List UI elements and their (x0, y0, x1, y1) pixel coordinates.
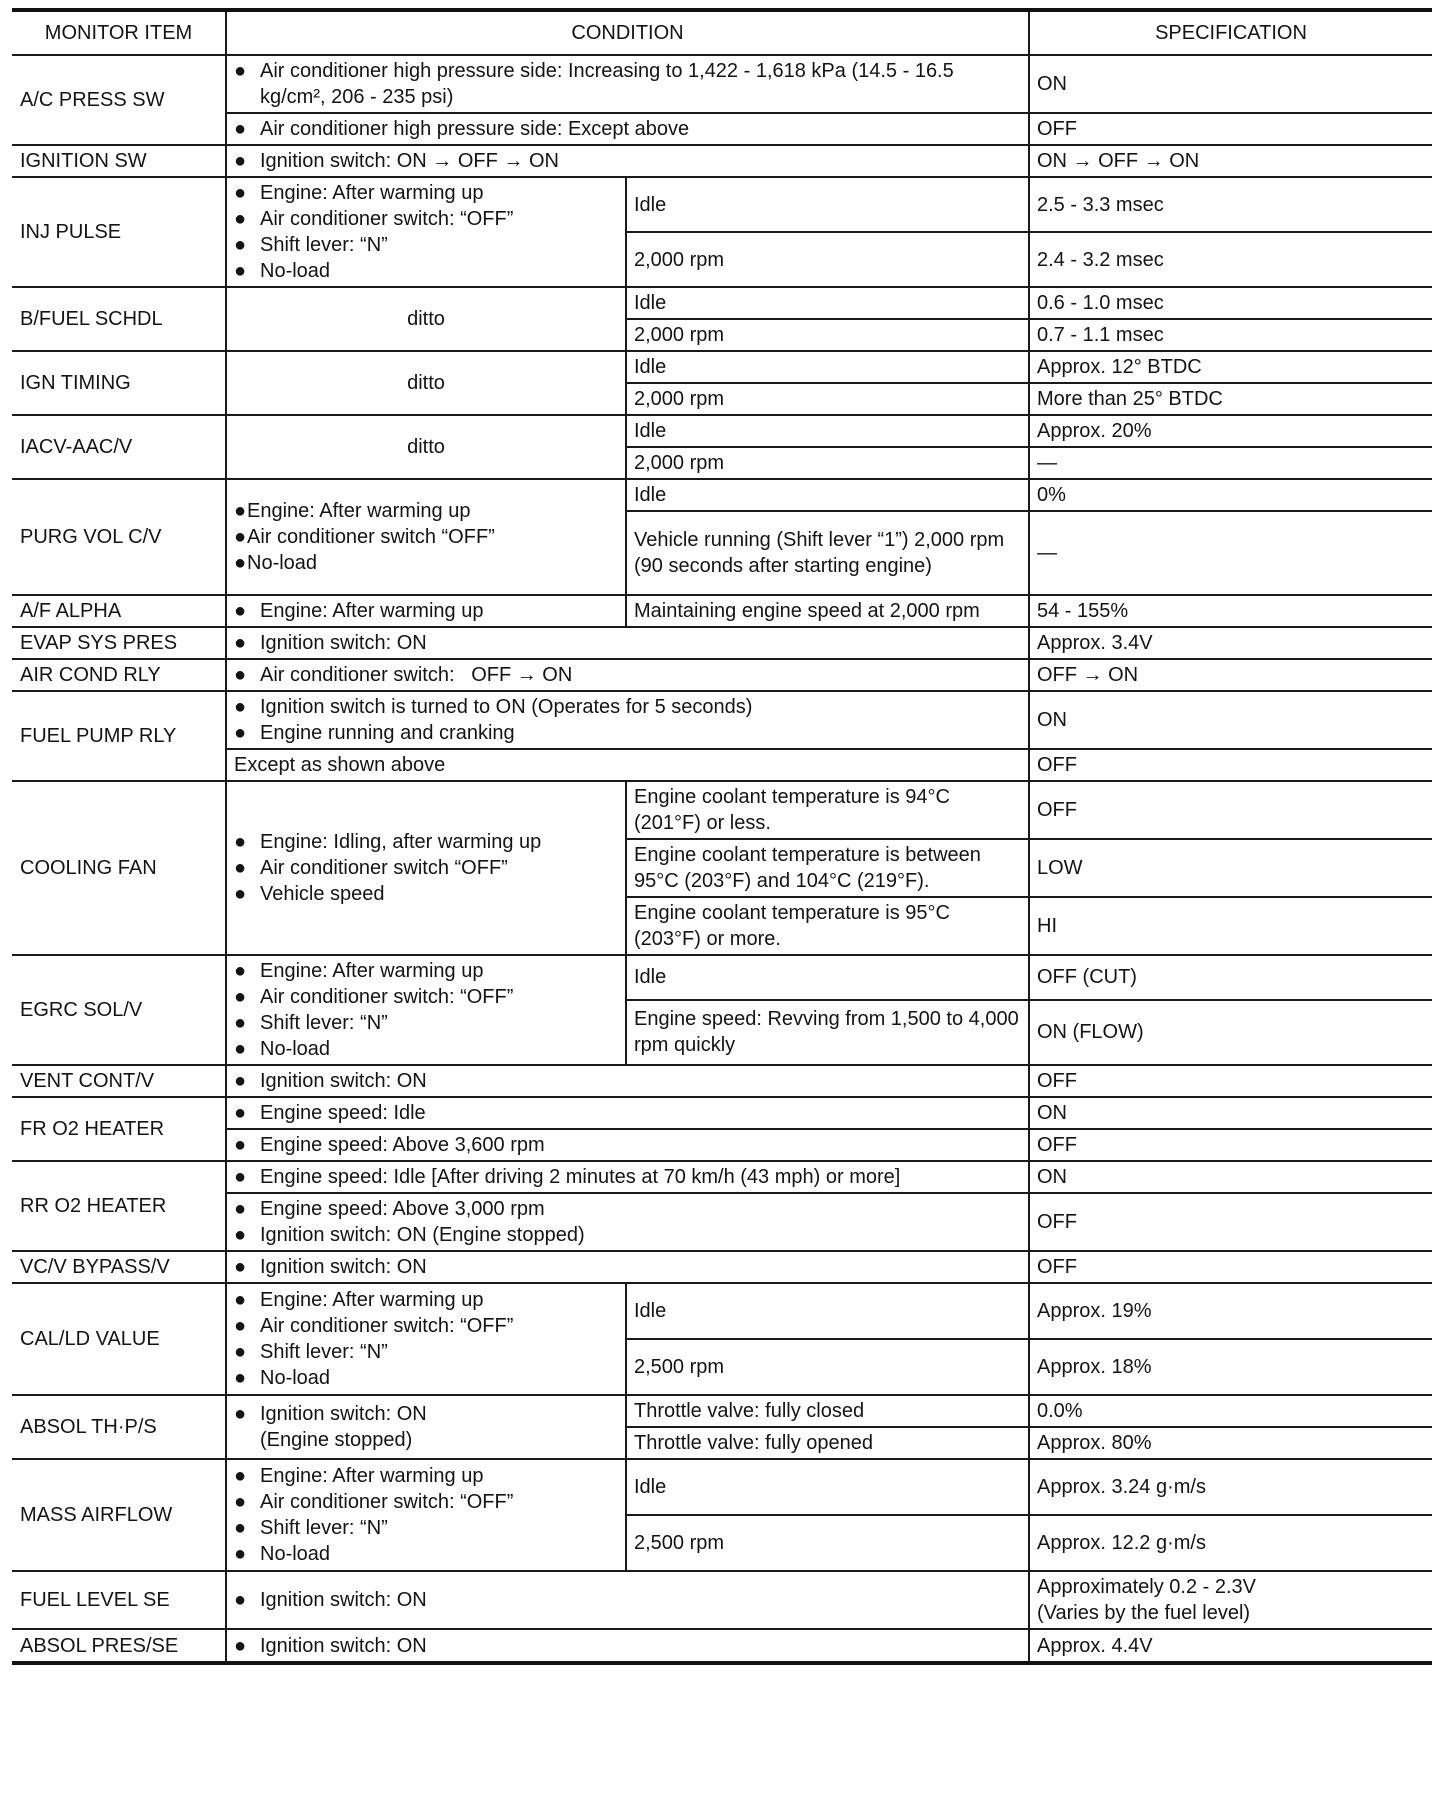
condition-cell (226, 1193, 1029, 1251)
bullet-icon: ● (234, 1341, 247, 1363)
condition-cell (226, 1065, 1029, 1097)
table-row (12, 627, 1432, 659)
monitor-item: ABSOL TH·P/S (12, 1395, 226, 1459)
condition-cell (226, 955, 626, 1065)
table-row (12, 1097, 1432, 1129)
specification-value: More than 25° BTDC (1029, 383, 1432, 415)
bullet-icon: ● (234, 1465, 247, 1487)
bullet-icon: ● (234, 500, 247, 522)
monitor-spec-table (12, 8, 1432, 1665)
monitor-item: A/F ALPHA (12, 595, 226, 627)
sub-condition: 2,000 rpm (626, 383, 1029, 415)
bullet-icon: ● (234, 1543, 247, 1565)
monitor-item: IGN TIMING (12, 351, 226, 415)
specification-value: 54 - 155% (1029, 595, 1432, 627)
specification-value: ON → OFF → ON (1029, 145, 1432, 177)
condition-cell (226, 1629, 1029, 1663)
specification-value: Approx. 20% (1029, 415, 1432, 447)
sub-condition: Engine coolant temperature is 95°C (203°F) or more. (626, 897, 1029, 955)
table-row (12, 1251, 1432, 1283)
bullet-icon: ● (234, 1403, 247, 1425)
bullet-icon: ● (234, 722, 247, 744)
condition-text: Air conditioner switch: OFF → ON (260, 664, 573, 686)
table-row (12, 1065, 1432, 1097)
specification-value: — (1029, 511, 1432, 595)
condition-text: (Engine stopped) (260, 1429, 413, 1451)
specification-value: OFF (1029, 781, 1432, 839)
bullet-icon: ● (234, 118, 247, 140)
condition-cell (226, 145, 1029, 177)
condition-cell (226, 1251, 1029, 1283)
condition-cell (226, 627, 1029, 659)
condition-cell (226, 1129, 1029, 1161)
bullet-icon: ● (234, 182, 247, 204)
bullet-icon: ● (234, 1517, 247, 1539)
condition-text: Vehicle speed (260, 883, 385, 905)
bullet-icon: ● (234, 831, 247, 853)
monitor-item: VC/V BYPASS/V (12, 1251, 226, 1283)
sub-condition: Throttle valve: fully opened (626, 1427, 1029, 1459)
ditto-condition: ditto (226, 287, 626, 351)
table-row (12, 287, 1432, 319)
monitor-item: FUEL PUMP RLY (12, 691, 226, 781)
bullet-icon: ● (234, 1038, 247, 1060)
specification-value: OFF (1029, 1129, 1432, 1161)
condition-text: Air conditioner switch “OFF” (260, 857, 508, 879)
monitor-item: AIR COND RLY (12, 659, 226, 691)
specification-value: Approx. 12° BTDC (1029, 351, 1432, 383)
condition-text: Engine: After warming up (260, 1465, 484, 1487)
condition-text: Engine running and cranking (260, 722, 515, 744)
specification-value: OFF (1029, 1065, 1432, 1097)
condition-text: Ignition switch: ON (260, 1256, 427, 1278)
specification-value: OFF (1029, 1193, 1432, 1251)
condition-cell (226, 691, 1029, 749)
condition-text: Air conditioner switch: “OFF” (260, 1491, 514, 1513)
specification-value: 2.4 - 3.2 msec (1029, 232, 1432, 287)
table-row (12, 1161, 1432, 1193)
specification-value: ON (1029, 691, 1432, 749)
specification-value: 0.7 - 1.1 msec (1029, 319, 1432, 351)
sub-condition: Vehicle running (Shift lever “1”) 2,000 rpm (90 seconds after starting engine) (626, 511, 1029, 595)
monitor-item: IACV-AAC/V (12, 415, 226, 479)
condition-text: Ignition switch is turned to ON (Operates for 5 seconds) (260, 696, 753, 718)
condition-cell (226, 177, 626, 287)
bullet-icon: ● (234, 664, 247, 686)
sub-condition: Idle (626, 351, 1029, 383)
condition-text: Air conditioner switch “OFF” (247, 526, 495, 548)
specification-value: Approx. 4.4V (1029, 1629, 1432, 1663)
condition-text: Engine speed: Above 3,600 rpm (260, 1134, 545, 1156)
monitor-item: PURG VOL C/V (12, 479, 226, 595)
header-row (12, 10, 1432, 55)
specification-value: ON (FLOW) (1029, 1000, 1432, 1065)
monitor-item: COOLING FAN (12, 781, 226, 955)
specification-value: Approx. 19% (1029, 1283, 1432, 1339)
sub-condition: 2,000 rpm (626, 447, 1029, 479)
specification-value: Approx. 3.4V (1029, 627, 1432, 659)
sub-condition: Idle (626, 1459, 1029, 1515)
bullet-icon: ● (234, 526, 247, 548)
table-row (12, 955, 1432, 1000)
table-row (12, 145, 1432, 177)
condition-text: Engine: Idling, after warming up (260, 831, 542, 853)
condition-cell (226, 1459, 626, 1571)
condition-text: Engine: After warming up (260, 600, 484, 622)
header-specification: SPECIFICATION (1029, 10, 1432, 55)
specification-value: 0.0% (1029, 1395, 1432, 1427)
condition-text: Engine: After warming up (247, 500, 471, 522)
bullet-icon: ● (234, 986, 247, 1008)
bullet-icon: ● (234, 1289, 247, 1311)
sub-condition: Idle (626, 287, 1029, 319)
condition-text: Shift lever: “N” (260, 1341, 388, 1363)
specification-value: 0.6 - 1.0 msec (1029, 287, 1432, 319)
monitor-item: CAL/LD VALUE (12, 1283, 226, 1395)
specification-value: Approx. 3.24 g·m/s (1029, 1459, 1432, 1515)
bullet-icon: ● (234, 1198, 247, 1220)
condition-text: Shift lever: “N” (260, 1517, 388, 1539)
table-row (12, 55, 1432, 113)
bullet-icon: ● (234, 883, 247, 905)
condition-cell (226, 1097, 1029, 1129)
bullet-icon: ● (234, 1012, 247, 1034)
condition-text: Shift lever: “N” (260, 1012, 388, 1034)
specification-value: LOW (1029, 839, 1432, 897)
sub-condition: Maintaining engine speed at 2,000 rpm (626, 595, 1029, 627)
condition-cell (226, 1283, 626, 1395)
specification-value: OFF → ON (1029, 659, 1432, 691)
monitor-item: EGRC SOL/V (12, 955, 226, 1065)
condition-text: Engine: After warming up (260, 960, 484, 982)
bullet-icon: ● (234, 696, 247, 718)
table-row (12, 691, 1432, 749)
specification-value: Approx. 12.2 g·m/s (1029, 1515, 1432, 1571)
table-row (12, 595, 1432, 627)
condition-text: Ignition switch: ON (260, 1403, 427, 1425)
specification-value: OFF (1029, 1251, 1432, 1283)
bullet-icon: ● (234, 1315, 247, 1337)
condition-text: Air conditioner high pressure side: Except above (260, 118, 690, 140)
condition-text: Shift lever: “N” (260, 234, 388, 256)
sub-condition: Idle (626, 955, 1029, 1000)
specification-value: Approx. 80% (1029, 1427, 1432, 1459)
condition-text: Air conditioner switch: “OFF” (260, 1315, 514, 1337)
bullet-icon: ● (234, 600, 247, 622)
condition-text: Ignition switch: ON (260, 1589, 427, 1611)
bullet-icon: ● (234, 150, 247, 172)
specification-value: ON (1029, 1097, 1432, 1129)
condition-text: Engine: After warming up (260, 182, 484, 204)
condition-text: Engine speed: Idle (260, 1102, 426, 1124)
monitor-item: B/FUEL SCHDL (12, 287, 226, 351)
bullet-icon: ● (234, 208, 247, 230)
monitor-item: FUEL LEVEL SE (12, 1571, 226, 1629)
monitor-item-spec-sheet (12, 8, 1432, 1665)
table-row (12, 1395, 1432, 1427)
bullet-icon: ● (234, 632, 247, 654)
table-row (12, 479, 1432, 511)
table-row (12, 659, 1432, 691)
table-row (12, 1629, 1432, 1663)
bullet-icon: ● (234, 1166, 247, 1188)
bullet-icon: ● (234, 260, 247, 282)
sub-condition: Idle (626, 415, 1029, 447)
specification-value: ON (1029, 55, 1432, 113)
bullet-icon: ● (234, 1634, 247, 1657)
table-row (12, 415, 1432, 447)
condition-cell (226, 1161, 1029, 1193)
monitor-item: A/C PRESS SW (12, 55, 226, 145)
condition-text: Ignition switch: ON (Engine stopped) (260, 1224, 585, 1246)
condition-text: Except as shown above (226, 749, 1029, 781)
specification-value: HI (1029, 897, 1432, 955)
condition-text: Ignition switch: ON (260, 1634, 427, 1657)
condition-text: Air conditioner high pressure side: Increasing to 1,422 - 1,618 kPa (14.5 - 16.5 kg/cm², 206 - 235 psi) (260, 60, 954, 108)
condition-text: Ignition switch: ON → OFF → ON (260, 150, 559, 172)
condition-text: Engine: After warming up (260, 1289, 484, 1311)
sub-condition: 2,000 rpm (626, 232, 1029, 287)
bullet-icon: ● (234, 1102, 247, 1124)
sub-condition: Idle (626, 479, 1029, 511)
condition-text: No-load (260, 260, 331, 282)
monitor-item: MASS AIRFLOW (12, 1459, 226, 1571)
monitor-item: ABSOL PRES/SE (12, 1629, 226, 1663)
table-row (12, 781, 1432, 839)
specification-value: 2.5 - 3.3 msec (1029, 177, 1432, 232)
sub-condition: 2,500 rpm (626, 1515, 1029, 1571)
table-row (12, 1571, 1432, 1629)
monitor-item: IGNITION SW (12, 145, 226, 177)
sub-condition: Engine speed: Revving from 1,500 to 4,000 rpm quickly (626, 1000, 1029, 1065)
bullet-icon: ● (234, 1070, 247, 1092)
monitor-item: VENT CONT/V (12, 1065, 226, 1097)
table-row (12, 1283, 1432, 1339)
condition-cell (226, 479, 626, 595)
bullet-icon: ● (234, 1134, 247, 1156)
condition-text: No-load (260, 1367, 331, 1389)
specification-value: Approx. 18% (1029, 1339, 1432, 1395)
bullet-icon: ● (234, 234, 247, 256)
specification-value: ON (1029, 1161, 1432, 1193)
condition-text: Ignition switch: ON (260, 632, 427, 654)
ditto-condition: ditto (226, 415, 626, 479)
condition-cell (226, 781, 626, 955)
bullet-icon: ● (234, 1256, 247, 1278)
condition-text: Air conditioner switch: “OFF” (260, 208, 514, 230)
sub-condition: 2,000 rpm (626, 319, 1029, 351)
condition-cell (226, 55, 1029, 113)
sub-condition: Engine coolant temperature is 94°C (201°F) or less. (626, 781, 1029, 839)
specification-value: OFF (1029, 749, 1432, 781)
bullet-icon: ● (234, 1367, 247, 1389)
condition-cell (226, 1395, 626, 1459)
condition-text: Engine speed: Above 3,000 rpm (260, 1198, 545, 1220)
bullet-icon: ● (234, 1491, 247, 1513)
specification-value: Approximately 0.2 - 2.3V (1037, 1576, 1256, 1598)
table-row (12, 1459, 1432, 1515)
ditto-condition: ditto (226, 351, 626, 415)
sub-condition: Throttle valve: fully closed (626, 1395, 1029, 1427)
header-monitor-item: MONITOR ITEM (12, 10, 226, 55)
condition-cell (226, 113, 1029, 145)
bullet-icon: ● (234, 1589, 247, 1611)
condition-cell (226, 659, 1029, 691)
bullet-icon: ● (234, 857, 247, 879)
specification-value: OFF (1029, 113, 1432, 145)
monitor-item: INJ PULSE (12, 177, 226, 287)
condition-cell (226, 595, 626, 627)
condition-text: No-load (260, 1038, 331, 1060)
condition-text: Air conditioner switch: “OFF” (260, 986, 514, 1008)
specification-value: — (1029, 447, 1432, 479)
specification-value: 0% (1029, 479, 1432, 511)
specification-cell (1029, 1571, 1432, 1629)
bullet-icon: ● (234, 60, 247, 82)
monitor-item: RR O2 HEATER (12, 1161, 226, 1251)
condition-text: Engine speed: Idle [After driving 2 minutes at 70 km/h (43 mph) or more] (260, 1166, 901, 1188)
specification-value: OFF (CUT) (1029, 955, 1432, 1000)
bullet-icon: ● (234, 960, 247, 982)
table-row (12, 351, 1432, 383)
condition-text: No-load (260, 1543, 331, 1565)
sub-condition: Engine coolant temperature is between 95°C (203°F) and 104°C (219°F). (626, 839, 1029, 897)
bullet-icon: ● (234, 1224, 247, 1246)
sub-condition: Idle (626, 1283, 1029, 1339)
header-condition: CONDITION (226, 10, 1029, 55)
sub-condition: 2,500 rpm (626, 1339, 1029, 1395)
table-row (12, 177, 1432, 232)
monitor-item: EVAP SYS PRES (12, 627, 226, 659)
condition-cell (226, 1571, 1029, 1629)
sub-condition: Idle (626, 177, 1029, 232)
monitor-item: FR O2 HEATER (12, 1097, 226, 1161)
condition-text: Ignition switch: ON (260, 1070, 427, 1092)
bullet-icon: ● (234, 552, 247, 574)
condition-text: No-load (247, 552, 318, 574)
specification-note: (Varies by the fuel level) (1037, 1602, 1251, 1624)
